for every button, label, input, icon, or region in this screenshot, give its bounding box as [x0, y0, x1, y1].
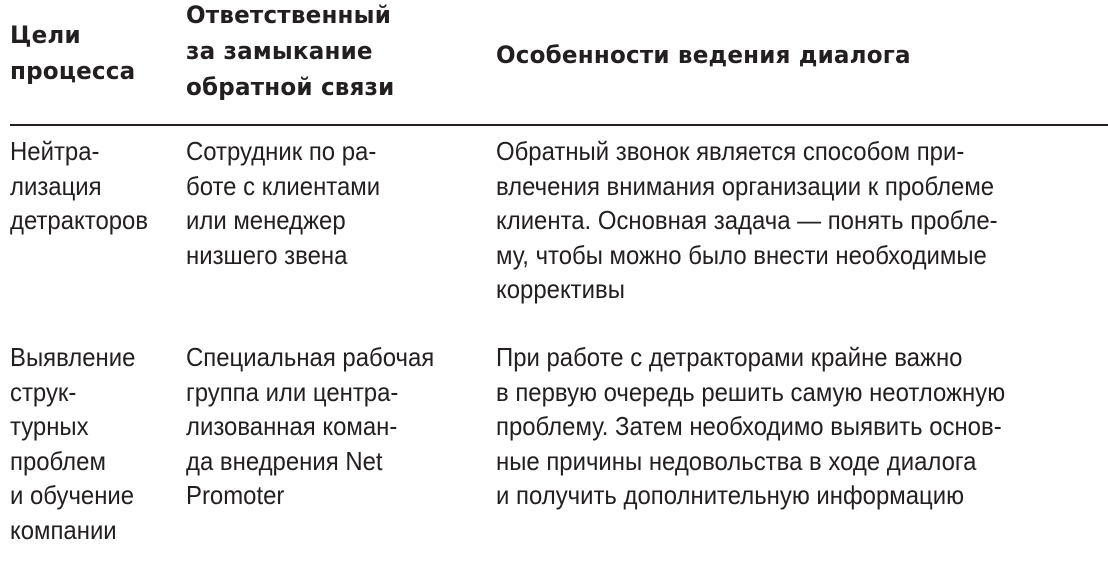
- row-1-responsible: Сотрудник по ра- боте с клиентами или менеджер низшего звена: [186, 136, 381, 270]
- header-divider: [10, 124, 1108, 126]
- feedback-process-table: [10, 0, 1108, 578]
- row-1-features: Обратный звонок является способом при- влечения внимания организации к проблеме клиента. Основная задача — понять пробле- му, чтобы можно было внести необходимые коррективы: [496, 136, 998, 304]
- header-dialog-features: Особенности ведения диалога: [496, 41, 911, 69]
- row-1-goal: Нейтра- лизация детракторов: [10, 136, 149, 235]
- header-process-goals: Цели процесса: [10, 21, 136, 85]
- row-2-responsible: Специальная рабочая группа или центра- лизованная коман- да внедрения Net Promoter: [186, 342, 435, 510]
- row-2-features: При работе с детракторами крайне важно в первую очередь решить самую неотложную проблему. Затем необходимо выявить основ- ные причины недовольства в ходе диалога и получить дополнительную информацию: [496, 342, 1006, 510]
- table-header-row: [10, 0, 1108, 122]
- row-2-goal: Выявление струк- турных проблем и обучение компании: [10, 342, 136, 545]
- header-responsible: Ответственный за замыкание обратной связи: [186, 1, 395, 101]
